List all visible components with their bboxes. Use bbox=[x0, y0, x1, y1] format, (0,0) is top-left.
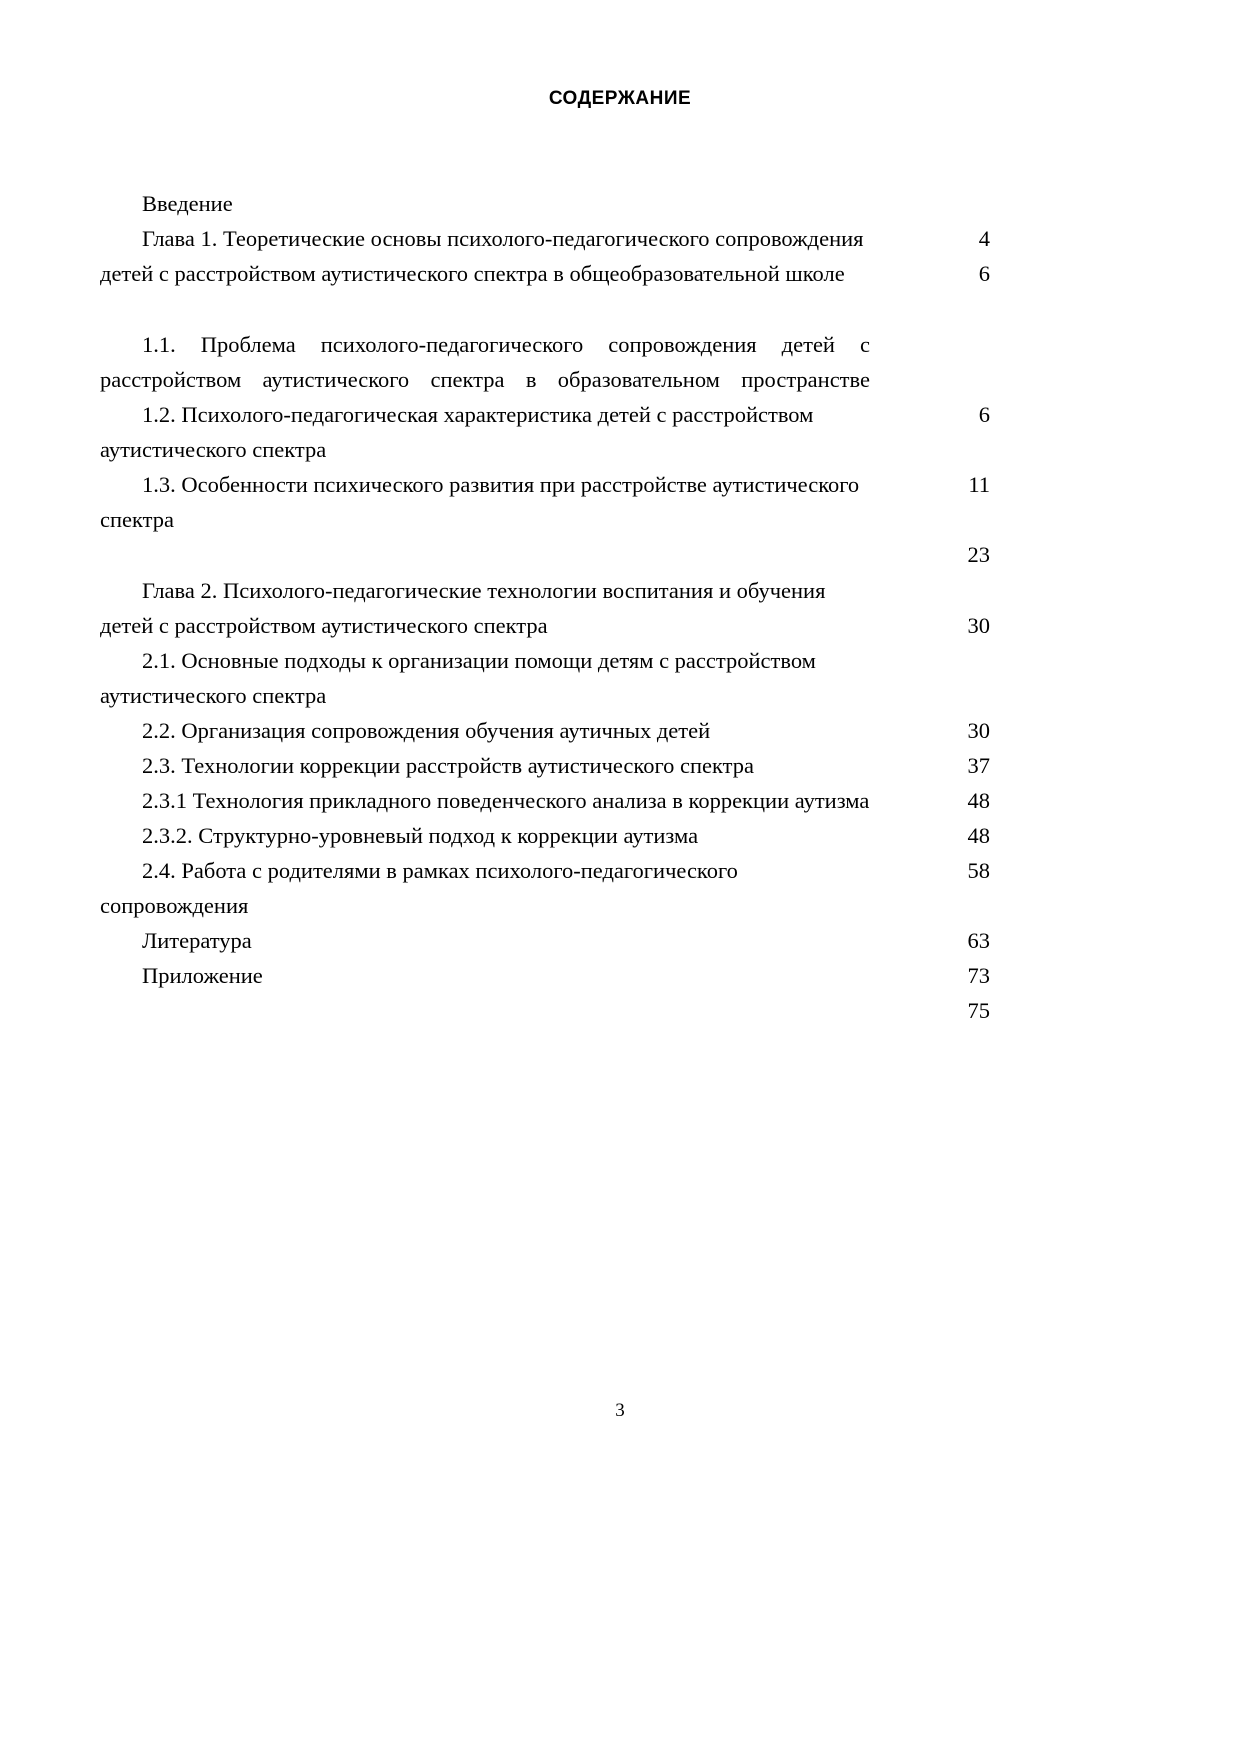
toc-spacer bbox=[100, 537, 990, 573]
toc-entry-label: 2.2. Организация сопровождения обучения аутичных детей bbox=[142, 718, 711, 743]
toc-spacer bbox=[100, 291, 990, 327]
toc-entry-page-number: 4 bbox=[978, 226, 990, 251]
toc-entry-label: 1.1. Проблема психолого-педагогического сопровождения детей с расстройством аутистического спектра в образовательном пространстве bbox=[100, 332, 870, 392]
toc-entry[interactable] bbox=[100, 467, 990, 567]
toc-entry-label: 1.2. Психолого-педагогическая характеристика детей с расстройством аутистического спектра bbox=[100, 402, 814, 462]
toc-entry-page-number: 48 bbox=[967, 788, 990, 813]
toc-entry-page-number: 75 bbox=[967, 998, 990, 1023]
toc-entry-page-number: 63 bbox=[967, 928, 990, 953]
toc-entry-label: 2.3. Технологии коррекции расстройств аутистического спектра bbox=[142, 753, 754, 778]
toc-entry-page-number: 30 bbox=[967, 718, 990, 743]
toc-entry-label: 2.3.2. Структурно-уровневый подход к коррекции аутизма bbox=[142, 823, 699, 848]
toc-entry-label: 2.1. Основные подходы к организации помощи детям с расстройством аутистического спектра bbox=[100, 648, 816, 708]
toc-entry[interactable] bbox=[100, 818, 990, 883]
page-number-folio: 3 bbox=[615, 1400, 625, 1421]
toc-entry-label: Приложение bbox=[142, 963, 263, 988]
toc-entry-page-number: 23 bbox=[967, 542, 990, 567]
toc-entry-label: 2.3.1 Технология прикладного поведенческого анализа в коррекции аутизма bbox=[142, 788, 870, 813]
toc-entry-label: Введение bbox=[142, 191, 233, 216]
toc-entry-label: Глава 1. Теоретические основы психолого-педагогического сопровождения детей с расстройством аутистического спектра в общеобразовательной школе bbox=[100, 226, 864, 286]
toc-entry-page-number: 58 bbox=[967, 858, 990, 883]
toc-entry[interactable] bbox=[100, 186, 990, 251]
toc-entry-label: Литература bbox=[142, 928, 252, 953]
toc-entry[interactable] bbox=[100, 397, 990, 497]
toc-entry-page-number: 73 bbox=[967, 963, 990, 988]
toc-entry-page-number: 6 bbox=[978, 261, 990, 286]
toc-entry-page-number: 30 bbox=[967, 613, 990, 638]
toc-entry-label: 2.4. Работа с родителями в рамках психолого-педагогического сопровождения bbox=[100, 858, 738, 918]
toc-entry-page-number: 11 bbox=[968, 472, 990, 497]
toc-entry[interactable] bbox=[100, 221, 990, 291]
toc-entry-label: Глава 2. Психолого-педагогические технологии воспитания и обучения детей с расстройством аутистического спектра bbox=[100, 578, 826, 638]
toc-entry[interactable] bbox=[100, 573, 990, 643]
toc-entry-page-number: 48 bbox=[967, 823, 990, 848]
toc-entry-label: 1.3. Особенности психического развития при расстройстве аутистического спектра bbox=[100, 472, 860, 532]
page-title: СОДЕРЖАНИЕ bbox=[548, 88, 692, 109]
toc-entry-page-number: 37 bbox=[967, 753, 990, 778]
toc-entry[interactable] bbox=[100, 958, 990, 1023]
table-of-contents bbox=[100, 186, 990, 1023]
toc-entry-page-number: 6 bbox=[978, 402, 990, 427]
toc-entry[interactable] bbox=[100, 327, 990, 427]
